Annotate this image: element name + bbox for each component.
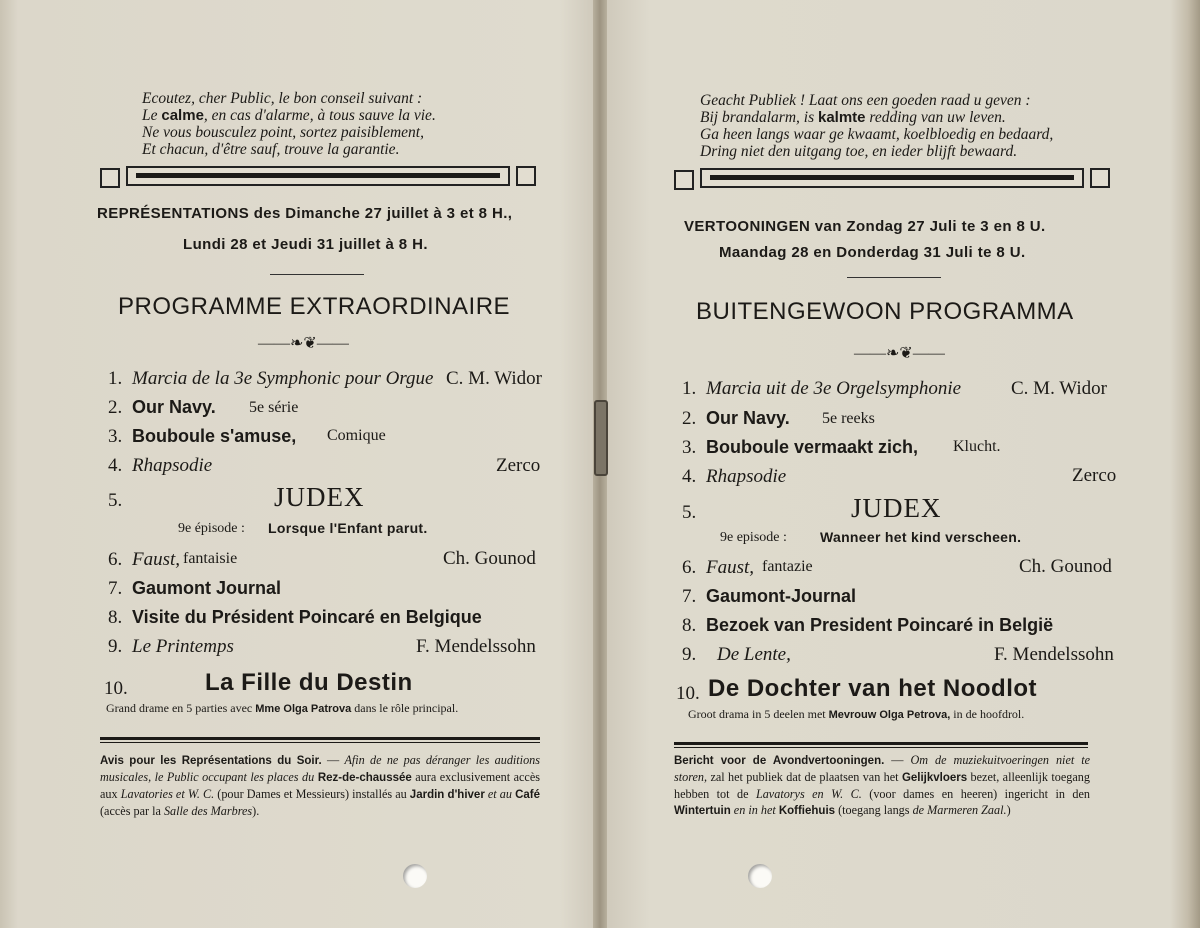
item-title: Gaumont Journal [132, 578, 282, 598]
item-title: Our Navy. [132, 397, 216, 417]
item-extra: 5e série [249, 399, 299, 416]
item-composer: Zerco [496, 455, 541, 476]
item-number: 7. [682, 586, 697, 607]
feature-description: Groot drama in 5 deelen met Mevrouw Olga Petrova, in de hoofdrol. [688, 707, 1025, 721]
double-rule-thick [100, 737, 540, 740]
feature-description: Grand drame en 5 parties avec Mme Olga Patrova dans le rôle principal. [106, 701, 459, 715]
item-title: Bouboule vermaakt zich, [706, 437, 919, 457]
ornament: ——❧❦—— [854, 345, 945, 362]
double-rule-thin [674, 747, 1088, 748]
item-extra: fantaisie [183, 550, 238, 567]
item-number: 10. [104, 678, 128, 699]
item-title: Marcia de la 3e Symphonic pour Orgue [132, 368, 434, 389]
program-title: PROGRAMME EXTRAORDINAIRE [118, 293, 511, 320]
episode-label: 9e episode : [720, 530, 787, 545]
evening-notice: Avis pour les Représentations du Soir. — Afin de ne pas déranger les auditions musicales, le Public occupant les places du Rez-de-chaussée aura exclusivement accès aux Lavatories et W. C. (pour Dames et Messieurs) installés au Jardin d'hiver et au Café (accès par la Salle des Marbres). [100, 753, 540, 818]
program-title: BUITENGEWOON PROGRAMMA [696, 298, 1074, 325]
item-extra: 5e reeks [822, 410, 875, 427]
item-number: 3. [108, 426, 123, 447]
decor-square-left [674, 170, 694, 190]
item-composer: C. M. Widor [446, 368, 543, 389]
item-composer: Ch. Gounod [443, 548, 536, 569]
short-rule [847, 277, 941, 278]
item-number: 2. [682, 408, 697, 429]
evening-notice: Bericht voor de Avondvertooningen. — Om de muziekuitvoeringen niet te storen, zal het publiek dat de plaatsen van het Gelijkvloers bezet, alleenlijk toegang hebben tot de Lavatorys en W. C. (voor dames en heeren) ingericht in den Wintertuin en in het Koffiehuis (toegang langs de Marmeren Zaal.) [674, 753, 1091, 817]
double-rule-thin [100, 742, 540, 743]
item-title: Visite du Président Poincaré en Belgique [132, 607, 482, 627]
left-page-french [0, 0, 598, 928]
item-title-feature: La Fille du Destin [205, 669, 413, 696]
poem-line-1: Geacht Publiek ! Laat ons een goeden raad u geven : [700, 92, 1031, 109]
item-title: Faust, [706, 557, 755, 578]
right-page-dutch [602, 0, 1200, 928]
decor-square-right [516, 166, 536, 186]
episode-label: 9e épisode : [178, 521, 245, 536]
double-rule-thick [674, 742, 1088, 745]
ornament: ——❧❦—— [258, 335, 349, 352]
performances-line-1: VERTOONINGEN van Zondag 27 Juli te 3 en 8 U. [684, 218, 1046, 235]
decor-square-right [1090, 168, 1110, 188]
poem-line-2: Bij brandalarm, is kalmte redding van uw leven. [700, 109, 1006, 126]
performances-line-2: Maandag 28 en Donderdag 31 Juli te 8 U. [719, 244, 1026, 261]
performances-line-1: REPRÉSENTATIONS des Dimanche 27 juillet à 3 et 8 H., [97, 205, 513, 222]
item-number: 4. [682, 466, 697, 487]
item-title-judex: JUDEX [274, 482, 365, 512]
poem-line-3: Ne vous bousculez point, sortez paisiblement, [142, 124, 424, 141]
poem-line-1: Ecoutez, cher Public, le bon conseil suivant : [142, 90, 423, 107]
item-title: De Lente, [717, 644, 791, 665]
episode-title: Wanneer het kind verscheen. [820, 529, 1022, 545]
item-title-judex: JUDEX [851, 493, 942, 523]
item-title: Faust, [132, 549, 181, 570]
item-composer: Ch. Gounod [1019, 556, 1112, 577]
decor-square-left [100, 168, 120, 188]
item-number: 2. [108, 397, 123, 418]
item-title: Our Navy. [706, 408, 790, 428]
episode-title: Lorsque l'Enfant parut. [268, 520, 428, 536]
item-number: 8. [682, 615, 697, 636]
item-number: 1. [108, 368, 123, 389]
item-title: Rhapsodie [132, 455, 213, 476]
item-number: 6. [108, 549, 123, 570]
poem-line-4: Dring niet den uitgang toe, en ieder blijft bewaard. [700, 143, 1018, 160]
item-number: 9. [108, 636, 123, 657]
item-number: 6. [682, 557, 697, 578]
item-composer: F. Mendelssohn [994, 644, 1114, 665]
short-rule [270, 274, 364, 275]
item-number: 8. [108, 607, 123, 628]
punch-hole [748, 864, 772, 888]
item-title-feature: De Dochter van het Noodlot [708, 675, 1038, 702]
item-number: 1. [682, 378, 697, 399]
item-title: Le Printemps [132, 636, 234, 657]
item-title: Gaumont-Journal [706, 586, 857, 606]
item-composer: F. Mendelssohn [416, 636, 536, 657]
poem-line-4: Et chacun, d'être sauf, trouve la garantie. [142, 141, 400, 158]
item-extra: fantazie [762, 558, 813, 575]
poem-line-3: Ga heen langs waar ge kwaamt, koelbloedig en bedaard, [700, 126, 1054, 143]
item-number: 7. [108, 578, 123, 599]
item-composer: C. M. Widor [1011, 378, 1108, 399]
item-title: Bezoek van President Poincaré in België [706, 615, 1054, 635]
poem-line-2: Le calme, en cas d'alarme, à tous sauve la vie. [142, 107, 436, 124]
item-extra: Klucht. [953, 438, 1001, 455]
decor-rail [126, 166, 510, 186]
item-number: 4. [108, 455, 123, 476]
punch-hole [403, 864, 427, 888]
item-composer: Zerco [1072, 465, 1117, 486]
item-title: Bouboule s'amuse, [132, 426, 297, 446]
item-number: 10. [676, 683, 700, 704]
performances-line-2: Lundi 28 et Jeudi 31 juillet à 8 H. [183, 236, 428, 253]
item-extra: Comique [327, 427, 386, 444]
item-number: 5. [682, 502, 697, 523]
item-title: Rhapsodie [706, 466, 787, 487]
item-number: 3. [682, 437, 697, 458]
item-title: Marcia uit de 3e Orgelsymphonie [706, 378, 962, 399]
item-number: 9. [682, 644, 697, 665]
decor-rail [700, 168, 1084, 188]
item-number: 5. [108, 490, 123, 511]
